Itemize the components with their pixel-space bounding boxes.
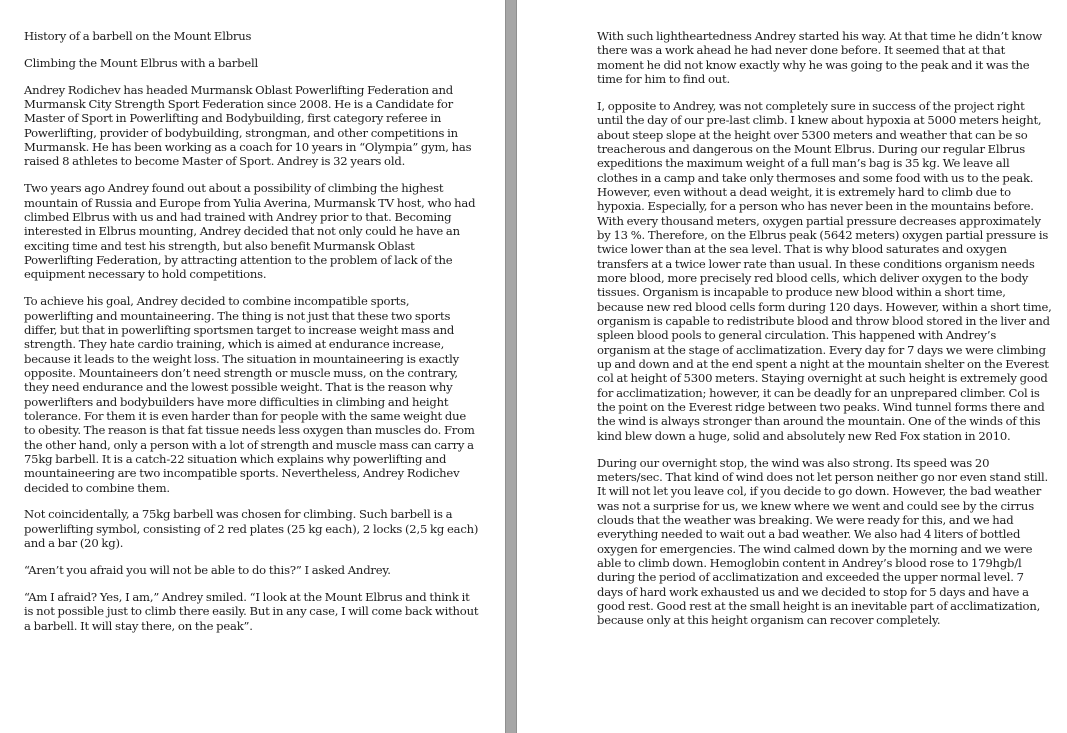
page-divider [505,0,517,733]
document-title: History of a barbell on the Mount Elbrus [24,29,252,43]
left-page-content [24,29,479,645]
right-page-content [597,29,1052,640]
right-page [517,0,1067,733]
paragraph: “Am I afraid? Yes, I am,” Andrey smiled. “I look at the Mount Elbrus and think it is not possible just to climb there easily. But in any case, I will come back without a barbell. It will stay there, on the peak”. [24,589,479,633]
paragraph: Not coincidentally, a 75kg barbell was chosen for climbing. Such barbell is a powerlifting symbol, consisting of 2 red plates (25 kg each), 2 locks (2,5 kg each) and a bar (20 kg). [24,507,479,551]
paragraph: Two years ago Andrey found out about a possibility of climbing the highest mountain of Russia and Europe from Yulia Averina, Murmansk TV host, who had climbed Elbrus with us and had trained with Andrey prior to that. Becoming interested in Elbrus mounting, Andrey decided that not only could he have an exciting time and test his strength, but also benefit Murmansk Oblast Powerlifting Federation, by attracting attention to the problem of lack of the equipment necessary to hold competitions. [24,181,476,282]
paragraph: During our overnight stop, the wind was also strong. Its speed was 20 meters/sec. That kind of wind does not let person neither go nor even stand still. It will not let you leave col, if you decide to go down. However, the bad weather was not a surprise for us, we knew where we went and could see by the cirrus clouds that the weather was breaking. We were ready for this, and we had everything needed to wait out a bad weather. We also had 4 liters of bottled oxygen for emergencies. The wind calmed down by the morning and we were able to climb down. Hemoglobin content in Andrey’s blood rose to 179hgb/l during the period of acclimatization and exceeded the upper normal level. 7 days of hard work exhausted us and we decided to stop for 5 days and have a good rest. Good rest at the small height is an inevitable part of acclimatization, because only at this height organism can recover completely. [597,455,1049,628]
paragraph: With such lightheartedness Andrey started his way. At that time he didn’t know there was a work ahead he had never done before. It seemed that at that moment he did not know exactly why he was going to the peak and it was the time for him to find out. [597,29,1042,87]
paragraph: “Aren’t you afraid you will not be able to do this?” I asked Andrey. [24,563,391,577]
left-page [0,0,505,733]
paragraph: Andrey Rodichev has headed Murmansk Oblast Powerlifting Federation and Murmansk City Strength Sport Federation since 2008. He is a Candidate for Master of Sport in Powerlifting and Bodybuilding, first category referee in Powerlifting, provider of bodybuilding, strongman, and other competitions in Murmansk. He has been working as a coach for 10 years in “Olympia” gym, has raised 8 athletes to become Master of Sport. Andrey is 32 years old. [24,82,472,169]
document-subtitle: Climbing the Mount Elbrus with a barbell [24,55,259,70]
paragraph: I, opposite to Andrey, was not completely sure in success of the project right until the day of our pre-last climb. I knew about hypoxia at 5000 meters height, about steep slope at the height over 5300 meters and weather that can be so treacherous and dangerous on the Mount Elbrus. During our regular Elbrus expeditions the maximum weight of a full man’s bag is 35 kg. We leave all clothes in a camp and take only thermoses and some food with us to the peak. However, even without a dead weight, it is extremely hard to climb due to hypoxia. Especially, for a person who has never been in the mountains before. With every thousand meters, oxygen partial pressure decreases approximately by 13 %. Therefore, on the Elbrus peak (5642 meters) oxygen partial pressure is twice lower than at the sea level. That is why blood saturates and oxygen transfers at a twice lower rate than usual. In these conditions organism needs more blood, more precisely red blood cells, which deliver oxygen to the body tissues. Organism is incapable to produce new blood within a short time, because new red blood cells form during 120 days. However, within a short time, organism is capable to redistribute blood and throw blood stored in the liver and spleen blood pools to general circulation. This happened with Andrey’s organism at the stage of acclimatization. Every day for 7 days we were climbing up and down and at the end spent a night at the mountain shelter on the Everest col at height of 5300 meters. Staying overnight at such height is extremely good for acclimatization; however, it can be deadly for an unprepared climber. Col is the point on the Everest ridge between two peaks. Wind tunnel forms there and the wind is always stronger than around the mountain. One of the winds of this kind blew down a huge, solid and absolutely new Red Fox station in 2010. [597,98,1052,443]
paragraph: To achieve his goal, Andrey decided to combine incompatible sports, powerlifting and mountaineering. The thing is not just that these two sports differ, but that in powerlifting sportsmen target to increase weight mass and strength. They hate cardio training, which is aimed at endurance increase, because it leads to the weight loss. The situation in mountaineering is exactly opposite. Mountaineers don’t need strength or muscle muss, on the contrary, they need endurance and the lowest possible weight. That is the reason why powerlifters and bodybuilders have more difficulties in climbing and height tolerance. For them it is even harder than for people with the same weight due to obesity. The reason is that fat tissue needs less oxygen than muscles do. From the other hand, only a person with a lot of strength and muscle mass can carry a 75kg barbell. It is a catch-22 situation which explains why powerlifting and mountaineering are two incompatible sports. Nevertheless, Andrey Rodichev decided to combine them. [24,294,475,495]
